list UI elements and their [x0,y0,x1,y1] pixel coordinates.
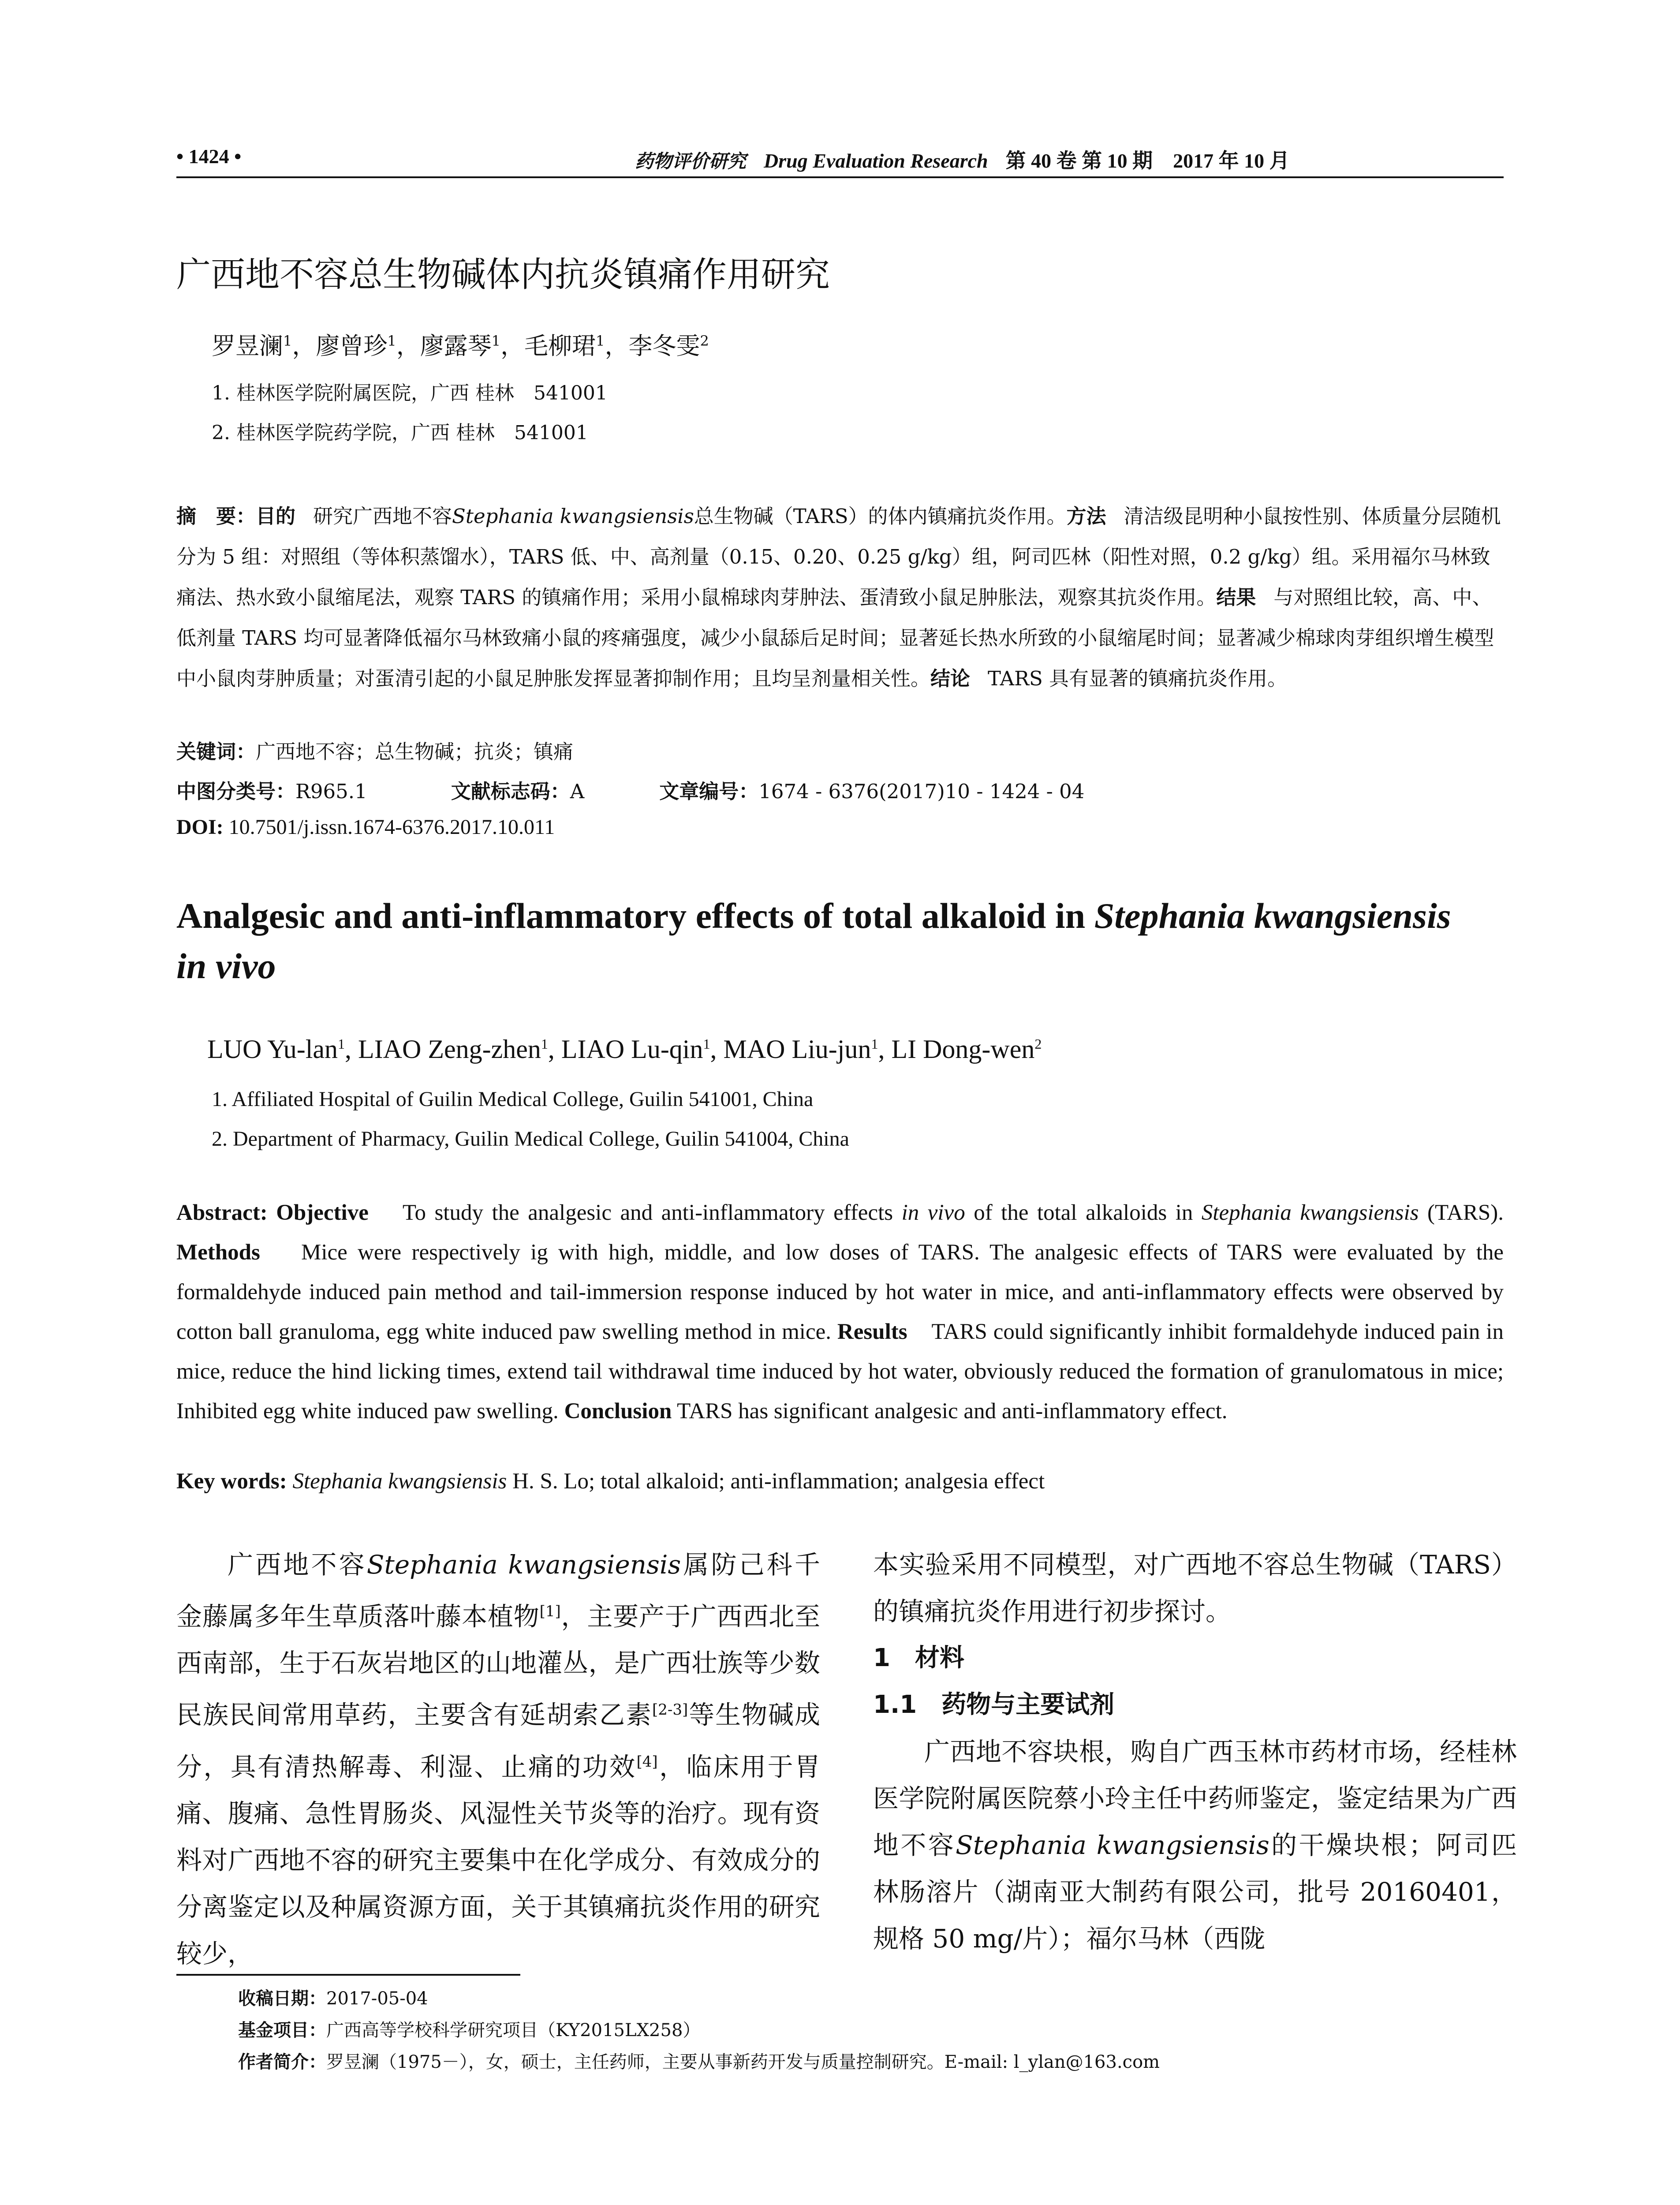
author-sup: 1 [387,333,396,349]
title-en-invivo: in vivo [176,946,276,986]
affiliation-en-1: 1. Affiliated Hospital of Guilin Medical College, Guilin 541001, China [212,1088,814,1111]
author-en: LUO Yu-lan [207,1035,338,1064]
keywords-en [176,1469,1045,1494]
page-number: • 1424 • [176,145,242,168]
author-sup: 1 [541,1036,548,1052]
body-text: 的干燥块根；阿司匹林肠溶片（湖南亚大制药有限公司，批号 20160401，规格 50 mg/片）；福尔马林（西陇 [873,1830,1517,1954]
body-text: ，主要产于广西西北至西南部，生于石灰岩地区的山地灌丛，是广西壮族等少数民族民间常用草药，主要含有延胡索乙素 [176,1601,820,1730]
clc-label: 中图分类号： [176,780,296,803]
doi-label: DOI: [176,815,224,839]
conclusion-en-text: TARS has significant analgesic and anti-inflammatory effect. [677,1399,1228,1424]
affiliation-en-2: 2. Department of Pharmacy, Guilin Medical College, Guilin 541004, China [212,1127,849,1151]
journal-logo-cn: 药物评价研究 [635,150,747,172]
footnote-value: 罗昱澜（1975－），女，硕士，主任药师，主要从事新药开发与质量控制研究。E-mail: l_ylan@163.com [326,2052,1160,2072]
results-en-text: TARS could significantly inhibit formaldehyde induced pain in mice, reduce the hind licking times, extend tail withdrawal time induced by hot water, obviously reduced the formation of granulomatous in mice; Inhibited egg white induced paw swelling. [176,1319,1504,1424]
body-text: ，临床用于胃痛、腹痛、急性胃肠炎、风湿性关节炎等的治疗。现有资料对广西地不容的研究主要集中在化学成分、有效成分的分离鉴定以及种属资源方面，关于其镇痛抗炎作用的研究较少， [176,1751,820,1969]
objective-en-text: To study the analgesic and anti-inflammatory effects [402,1200,902,1225]
intro-paragraph-cont: 本实验采用不同模型，对广西地不容总生物碱（TARS）的镇痛抗炎作用进行初步探讨。 [873,1550,1517,1626]
title-cn: 广西地不容总生物碱体内抗炎镇痛作用研究 [176,255,830,295]
conclusion-en-label: Conclusion [564,1399,672,1424]
article-no-value: 1674 - 6376(2017)10 - 1424 - 04 [758,780,1085,803]
keywords-en-label: Key words: [176,1469,287,1494]
footnote-label: 收稿日期： [238,1988,326,2009]
methods-label: 方法 [1066,505,1106,528]
subsection-heading: 1.1 药物与主要试剂 [873,1690,1115,1719]
citation: [4] [636,1753,658,1771]
journal-line [635,145,1290,174]
footnote-received [238,1984,428,2010]
citation: [2-3] [652,1701,688,1719]
author-en: MAO Liu-jun [723,1035,871,1064]
footnote-rule [176,1974,520,1976]
in-vivo-term: in vivo [901,1200,965,1225]
body-text: 广西地不容 [228,1550,367,1580]
methods-text: 清洁级昆明种小鼠按性别、体质量分层随机分为 5 组：对照组（等体积蒸馏水），TARS 低、中、高剂量（0.15、0.20、0.25 g/kg）组，阿司匹林（阳性对照，0.2 g/kg）组。采用福尔马林致痛法、热水致小鼠缩尾法，观察 TARS 的镇痛作用；采用小鼠棉球肉芽肿法、蛋清致小鼠足肿胀法，观察其抗炎作用。 [176,505,1501,609]
species-name: Stephania kwangsiensis [452,505,694,528]
article-no-label: 文章编号： [659,780,759,803]
body-column-right [873,1541,1517,1962]
objective-en-text: of the total alkaloids in [965,1200,1202,1225]
author-cn: 李冬雯 [628,332,700,360]
species-name: Stephania kwangsiensis [956,1830,1269,1860]
author-sup: 1 [491,333,501,349]
authors-cn: 罗昱澜$^1$，廖曾珍$^1$，廖露琴$^1$，毛柳珺$^1$，李冬雯$^2$ [212,332,709,360]
affiliation-cn-2: 2. 桂林医学院药学院，广西 桂林 541001 [212,422,588,444]
methods-en-label: Methods [176,1240,260,1265]
classification-line [176,775,1084,804]
doc-code-label: 文献标志码： [451,780,570,803]
authors-en: LUO Yu-lan$^1$, LIAO Zeng-zhen$^1$, LIAO Lu-qin$^1$, MAO Liu-jun$^1$, LI Dong-wen$^2$ [207,1035,1042,1064]
author-sup: 2 [700,333,709,349]
species-name: Stephania kwangsiensis [292,1469,507,1494]
body-text: 等生物碱成分，具有清热解毒、利湿、止痛的功效 [176,1700,820,1782]
footnote-value: 2017-05-04 [326,1988,428,2009]
conclusion-text: TARS 具有显著的镇痛抗炎作用。 [988,667,1288,690]
results-en-label: Results [837,1319,907,1344]
author-en: LIAO Lu-qin [561,1035,703,1064]
footnote-label: 基金项目： [238,2020,326,2041]
keywords-en-value: H. S. Lo; total alkaloid; anti-inflammation; analgesia effect [507,1469,1045,1494]
doc-code-value: A [570,780,585,803]
abstract-cn [176,496,1504,699]
doi-value: 10.7501/j.issn.1674-6376.2017.10.011 [228,815,555,839]
running-header [176,140,1504,176]
body-text: 广西地不容块根，购自广西玉林市药材市场，经桂林医学院附属医院蔡小玲主任中药师鉴定，鉴定结果为广西地不容 [873,1737,1517,1860]
species-name: Stephania kwangsiensis [366,1550,681,1580]
objective-en-text: (TARS). [1419,1200,1504,1225]
title-en-text: Analgesic and anti-inflammatory effects of total alkaloid in [176,896,1094,936]
abstract-en [176,1193,1504,1431]
clc-value: R965.1 [295,780,367,803]
results-text: 与对照组比较，高、中、低剂量 TARS 均可显著降低福尔马林致痛小鼠的疼痛强度，减少小鼠舔后足时间；显著延长热水所致的小鼠缩尾时间；显著减少棉球肉芽组织增生模型中小鼠肉芽肿质量；对蛋清引起的小鼠足肿胀发挥显著抑制作用；且均呈剂量相关性。 [176,586,1494,690]
doi-line [176,815,555,839]
materials-paragraph [873,1728,1517,1962]
title-en [176,891,1504,991]
footnote-value: 广西高等学校科学研究项目（KY2015LX258） [326,2020,701,2041]
objective-text: 总生物碱（TARS）的体内镇痛抗炎作用。 [694,505,1067,528]
abstract-cn-label: 摘 要： [176,505,256,528]
body-column-left [176,1541,820,1977]
footnote-author [238,2048,1160,2073]
footnote-fund [238,2016,700,2041]
objective-text: 研究广西地不容 [313,505,452,528]
author-cn: 毛柳珺 [524,332,596,360]
methods-en-text: Mice were respectively ig with high, middle, and low doses of TARS. The analgesic effects of TARS were evaluated by the formaldehyde induced pain method and tail-immersion response induced by hot water in mice, and anti-inflammatory effects were observed by cotton ball granuloma, egg white induced paw swelling method in mice. [176,1240,1504,1344]
journal-name-en: Drug Evaluation Research [764,149,988,172]
author-sup: 2 [1034,1036,1042,1052]
author-sup: 1 [283,333,292,349]
abstract-en-label: Abstract: Objective [176,1200,369,1225]
intro-paragraph [176,1541,820,1977]
journal-issue: 第 40 卷 第 10 期 2017 年 10 月 [1005,149,1290,172]
keywords-label: 关键词： [176,740,256,763]
author-sup: 1 [871,1036,878,1052]
keywords-value: 广西地不容；总生物碱；抗炎；镇痛 [256,740,574,763]
results-label: 结果 [1216,586,1256,609]
conclusion-label: 结论 [930,667,971,690]
species-name: Stephania kwangsiensis [1201,1200,1419,1225]
footnote-label: 作者简介： [238,2052,326,2072]
author-en: LI Dong-wen [891,1035,1035,1064]
citation: [1] [539,1603,561,1620]
affiliation-cn-1: 1. 桂林医学院附属医院，广西 桂林 541001 [212,382,608,404]
author-cn: 罗昱澜 [212,332,283,360]
body-text: 属防己科千金藤属多年生草质落叶藤本植物 [176,1550,820,1632]
objective-label: 目的 [256,505,296,528]
keywords-cn [176,736,573,764]
title-en-species: Stephania kwangsiensis [1094,896,1451,936]
author-cn: 廖曾珍 [316,332,388,360]
author-en: LIAO Zeng-zhen [358,1035,541,1064]
author-cn: 廖露琴 [420,332,492,360]
section-heading: 1 材料 [873,1644,964,1672]
author-sup: 1 [703,1036,710,1052]
header-rule [176,176,1504,178]
author-sup: 1 [338,1036,345,1052]
author-sup: 1 [596,333,605,349]
